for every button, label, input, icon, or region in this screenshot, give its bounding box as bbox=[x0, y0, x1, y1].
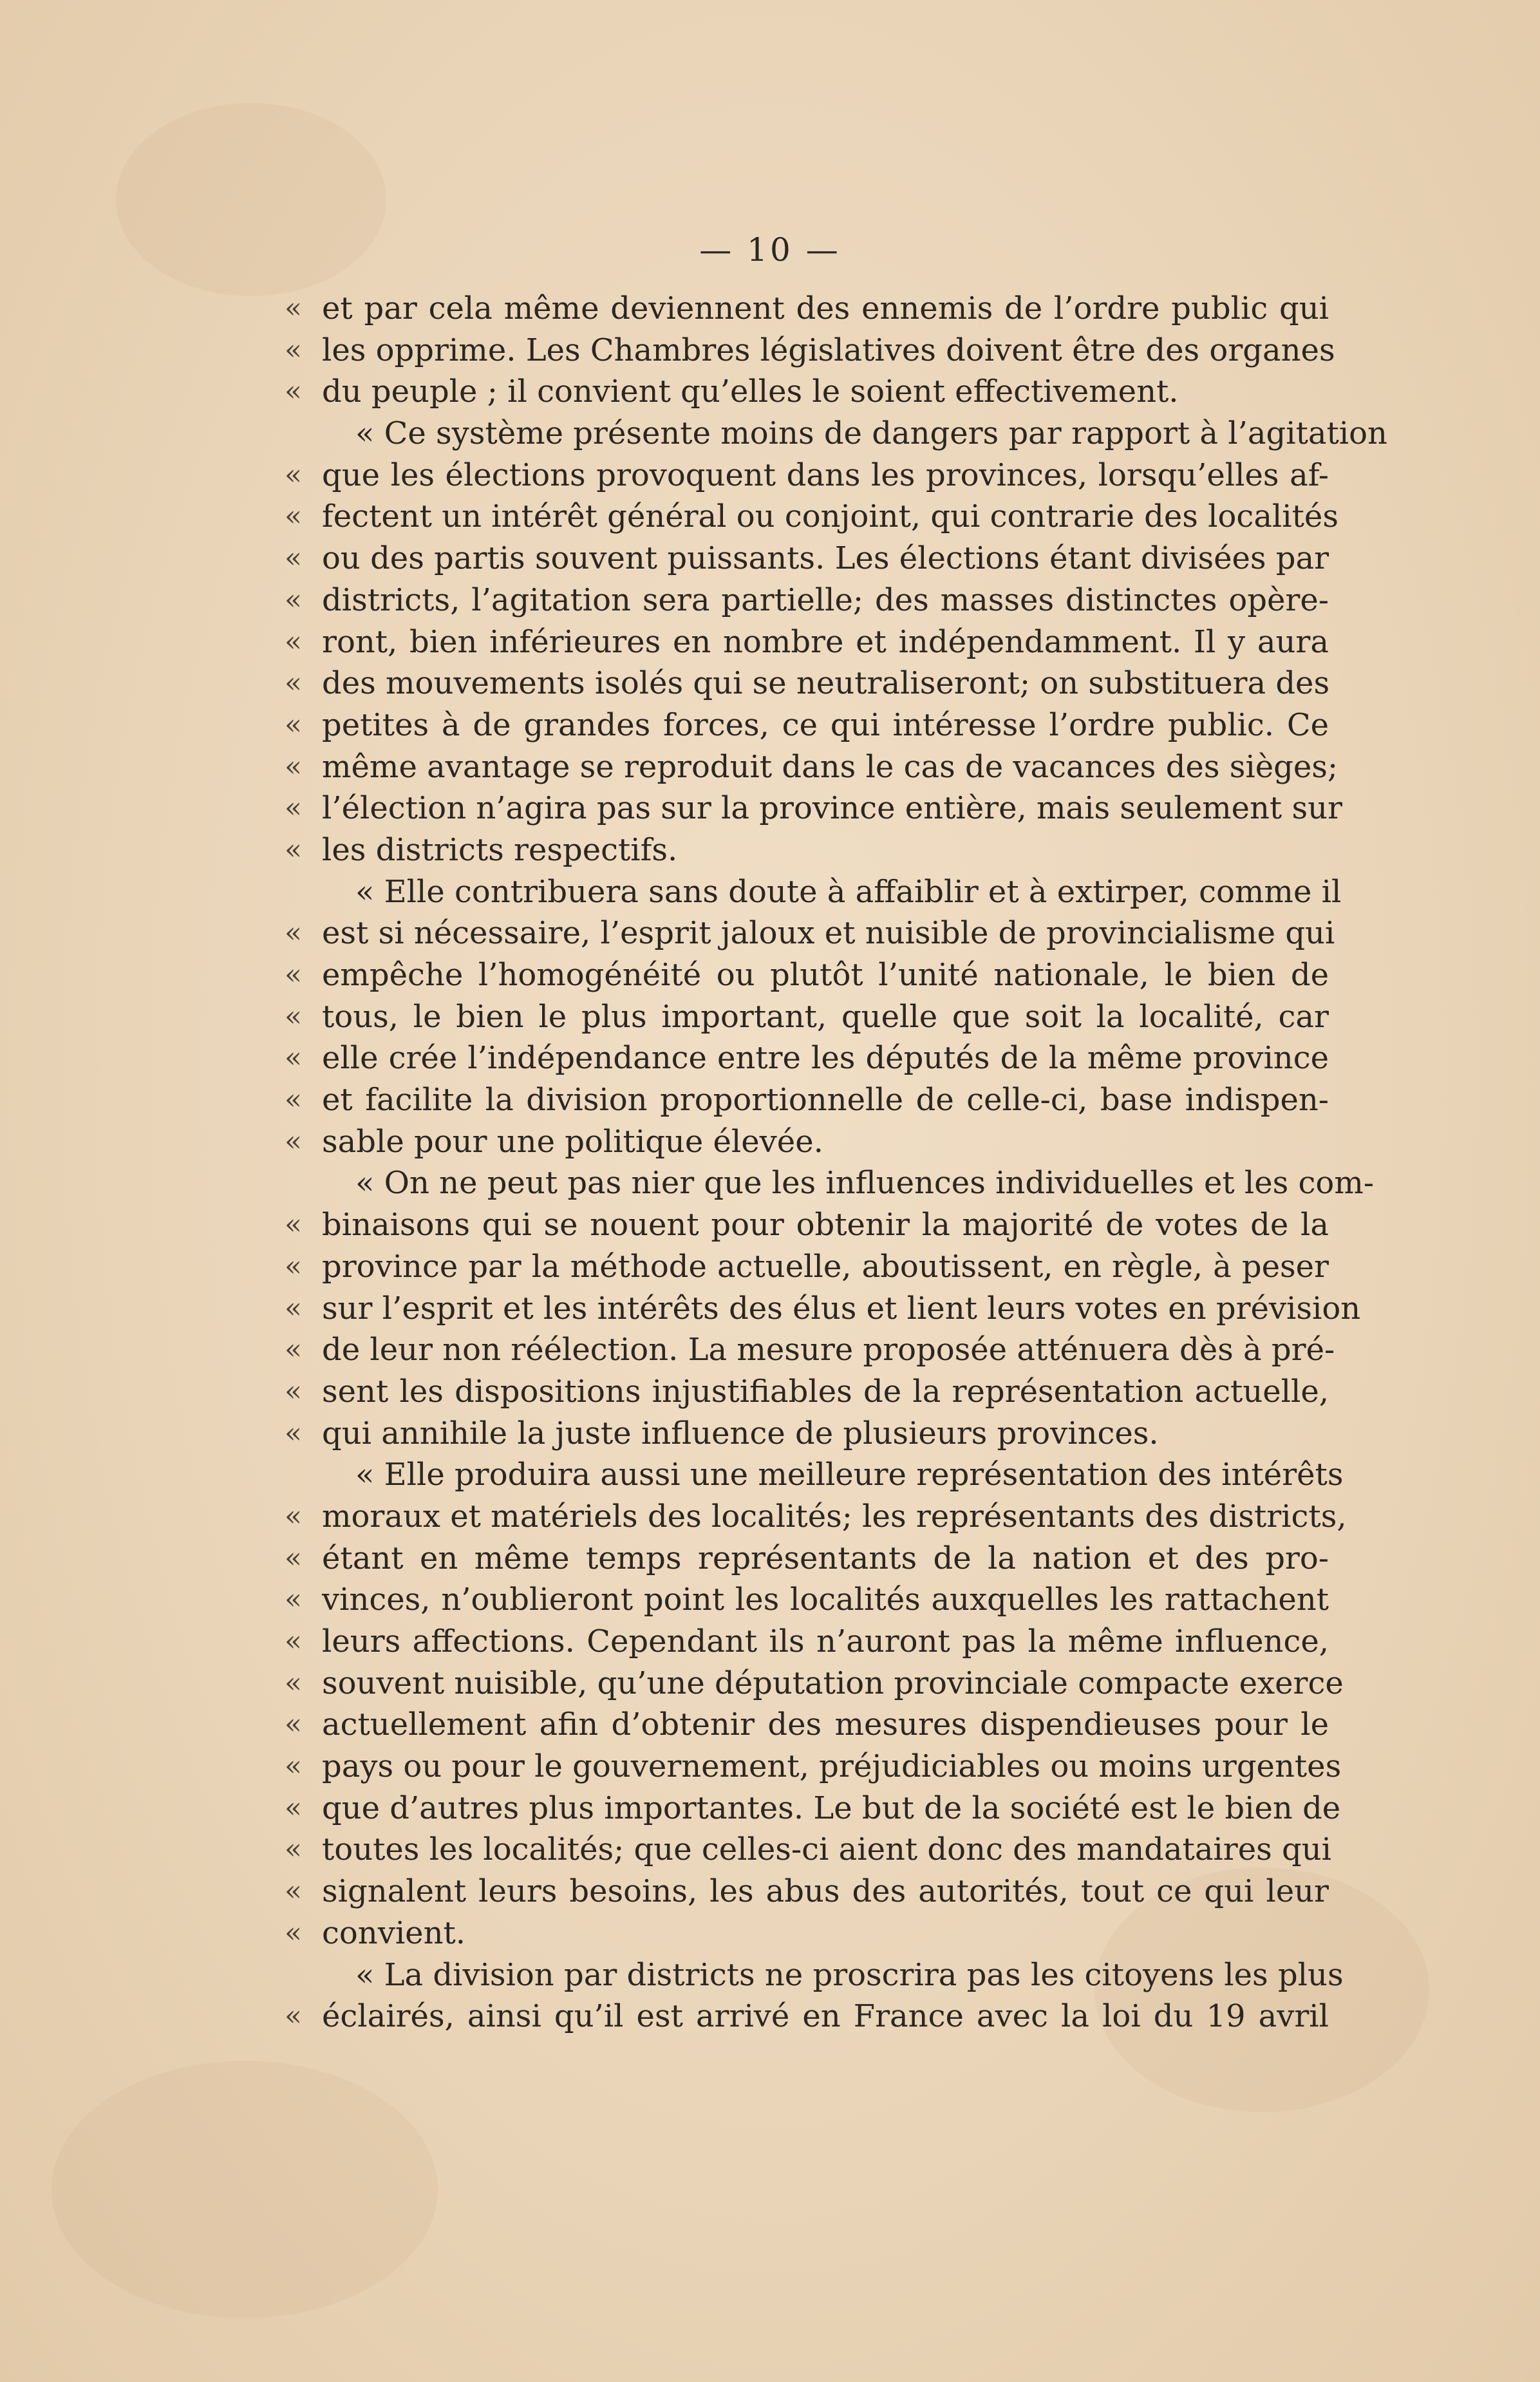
margin-quote-mark: « bbox=[285, 1875, 302, 1908]
text-line bbox=[285, 1288, 1361, 1330]
text-line bbox=[285, 621, 1329, 663]
line-text: tous, le bien le plus important, quelle que soit la localité, car bbox=[322, 998, 1329, 1035]
text-line bbox=[322, 1954, 1344, 1996]
text-line bbox=[285, 1829, 1332, 1871]
line-text: ou des partis souvent puissants. Les élections étant divisées par bbox=[322, 540, 1329, 577]
margin-quote-mark: « bbox=[285, 625, 302, 658]
text-line bbox=[285, 288, 1329, 330]
text-line bbox=[285, 538, 1329, 580]
text-line bbox=[285, 1371, 1329, 1413]
line-text: est si nécessaire, l’esprit jaloux et nuisible de provincialisme qui bbox=[322, 915, 1335, 952]
text-line bbox=[285, 788, 1342, 829]
margin-quote-mark: « bbox=[285, 1583, 302, 1616]
page-number: — 10 — bbox=[699, 231, 841, 269]
text-line bbox=[285, 912, 1335, 954]
margin-quote-mark: « bbox=[285, 1333, 302, 1366]
text-line bbox=[285, 371, 1329, 413]
margin-quote-mark: « bbox=[285, 1833, 302, 1866]
text-line bbox=[285, 1788, 1341, 1829]
line-text: souvent nuisible, qu’une députation provinciale compacte exerce bbox=[322, 1665, 1344, 1701]
margin-quote-mark: « bbox=[285, 1750, 302, 1783]
text-line bbox=[285, 1746, 1342, 1788]
text-line bbox=[285, 704, 1329, 746]
line-text: même avantage se reproduit dans le cas de vacances des sièges; bbox=[322, 748, 1338, 785]
margin-quote-mark: « bbox=[285, 1999, 302, 2033]
margin-quote-mark: « bbox=[285, 1249, 302, 1283]
line-text: « La division par districts ne proscrira pas les citoyens les plus bbox=[355, 1956, 1344, 1993]
line-text: du peuple ; il convient qu’elles le soient effectivement. bbox=[322, 373, 1179, 410]
line-text: étant en même temps représentants de la nation et des pro- bbox=[322, 1540, 1329, 1576]
margin-quote-mark: « bbox=[285, 999, 302, 1033]
body-text bbox=[285, 288, 1387, 2037]
text-line bbox=[285, 1579, 1329, 1621]
text-line bbox=[285, 1538, 1329, 1580]
margin-quote-mark: « bbox=[285, 791, 302, 825]
margin-quote-mark: « bbox=[285, 708, 302, 741]
line-text: districts, l’agitation sera partielle; des masses distinctes opère- bbox=[322, 581, 1329, 618]
margin-quote-mark: « bbox=[285, 1666, 302, 1699]
margin-quote-mark: « bbox=[285, 1708, 302, 1741]
line-text: qui annihile la juste influence de plusieurs provinces. bbox=[322, 1415, 1159, 1451]
text-line bbox=[285, 455, 1329, 496]
text-line bbox=[285, 1663, 1344, 1705]
line-text: fectent un intérêt général ou conjoint, qui contrarie des localités bbox=[322, 498, 1338, 535]
margin-quote-mark: « bbox=[285, 1374, 302, 1408]
text-line bbox=[285, 1121, 1329, 1163]
line-text: les opprime. Les Chambres législatives doivent être des organes bbox=[322, 332, 1335, 368]
text-line bbox=[285, 746, 1338, 788]
text-line bbox=[285, 1413, 1329, 1455]
text-line bbox=[285, 1996, 1329, 2037]
text-line bbox=[285, 1704, 1329, 1746]
margin-quote-mark: « bbox=[285, 500, 302, 533]
line-text: vinces, n’oublieront point les localités auxquelles les rattachent bbox=[322, 1582, 1329, 1618]
line-text: ront, bien inférieures en nombre et indépendamment. Il y aura bbox=[322, 623, 1329, 660]
line-text: « Elle produira aussi une meilleure représentation des intérêts bbox=[355, 1457, 1344, 1493]
margin-quote-mark: « bbox=[285, 1124, 302, 1158]
margin-quote-mark: « bbox=[285, 1916, 302, 1949]
line-text: toutes les localités; que celles-ci aient donc des mandataires qui bbox=[322, 1831, 1332, 1868]
line-text: leurs affections. Cependant ils n’auront pas la même influence, bbox=[322, 1623, 1329, 1659]
margin-quote-mark: « bbox=[285, 1291, 302, 1325]
margin-quote-mark: « bbox=[285, 1041, 302, 1075]
margin-quote-mark: « bbox=[285, 292, 302, 325]
text-line bbox=[285, 663, 1330, 704]
text-line bbox=[322, 1162, 1375, 1204]
line-text: sent les dispositions injustifiables de la représentation actuelle, bbox=[322, 1373, 1329, 1410]
line-text: empêche l’homogénéité ou plutôt l’unité nationale, le bien de bbox=[322, 957, 1329, 993]
margin-quote-mark: « bbox=[285, 958, 302, 991]
line-text: les districts respectifs. bbox=[322, 831, 678, 868]
line-text: que d’autres plus importantes. Le but de la société est le bien de bbox=[322, 1790, 1341, 1826]
margin-quote-mark: « bbox=[285, 333, 302, 366]
line-text: convient. bbox=[322, 1914, 466, 1951]
text-line bbox=[285, 496, 1338, 538]
margin-quote-mark: « bbox=[285, 1541, 302, 1574]
line-text: et facilite la division proportionnelle de celle-ci, base indispen- bbox=[322, 1082, 1329, 1119]
line-text: éclairés, ainsi qu’il est arrivé en France avec la loi du 19 avril bbox=[322, 1998, 1329, 2035]
text-line bbox=[285, 1246, 1329, 1288]
line-text: pays ou pour le gouvernement, préjudiciables ou moins urgentes bbox=[322, 1748, 1342, 1785]
line-text: sur l’esprit et les intérêts des élus et lient leurs votes en prévision bbox=[322, 1290, 1361, 1327]
text-line bbox=[285, 1871, 1329, 1913]
margin-quote-mark: « bbox=[285, 1208, 302, 1242]
text-line bbox=[285, 996, 1329, 1038]
margin-quote-mark: « bbox=[285, 666, 302, 700]
margin-quote-mark: « bbox=[285, 1416, 302, 1450]
margin-quote-mark: « bbox=[285, 542, 302, 575]
text-line bbox=[285, 1329, 1335, 1371]
text-line bbox=[285, 1496, 1347, 1538]
margin-quote-mark: « bbox=[285, 375, 302, 408]
text-line bbox=[322, 1454, 1344, 1496]
text-line bbox=[322, 871, 1342, 913]
margin-quote-mark: « bbox=[285, 1791, 302, 1824]
line-text: binaisons qui se nouent pour obtenir la majorité de votes de la bbox=[322, 1207, 1329, 1243]
line-text: de leur non réélection. La mesure proposée atténuera dès à pré- bbox=[322, 1332, 1335, 1368]
paper-stain bbox=[52, 2061, 438, 2318]
line-text: et par cela même deviennent des ennemis de l’ordre public qui bbox=[322, 290, 1329, 326]
text-line bbox=[285, 1621, 1329, 1663]
line-text: sable pour une politique élevée. bbox=[322, 1123, 823, 1160]
text-line bbox=[322, 413, 1387, 455]
text-line bbox=[285, 1079, 1329, 1121]
line-text: des mouvements isolés qui se neutraliseront; on substituera des bbox=[322, 665, 1330, 702]
margin-quote-mark: « bbox=[285, 750, 302, 783]
line-text: province par la méthode actuelle, aboutissent, en règle, à peser bbox=[322, 1248, 1329, 1285]
text-line bbox=[285, 1913, 1329, 1954]
margin-quote-mark: « bbox=[285, 1083, 302, 1117]
line-text: moraux et matériels des localités; les représentants des districts, bbox=[322, 1498, 1347, 1535]
line-text: elle crée l’indépendance entre les députés de la même province bbox=[322, 1040, 1329, 1077]
text-line bbox=[285, 954, 1329, 996]
line-text: petites à de grandes forces, ce qui intéresse l’ordre public. Ce bbox=[322, 706, 1329, 743]
line-text: l’élection n’agira pas sur la province entière, mais seulement sur bbox=[322, 790, 1342, 827]
text-line bbox=[285, 330, 1335, 372]
margin-quote-mark: « bbox=[285, 1499, 302, 1533]
margin-quote-mark: « bbox=[285, 458, 302, 491]
text-line bbox=[285, 1204, 1329, 1246]
text-line bbox=[285, 580, 1329, 621]
line-text: « Elle contribuera sans doute à affaiblir et à extirper, comme il bbox=[355, 873, 1342, 910]
text-line bbox=[285, 829, 1329, 871]
margin-quote-mark: « bbox=[285, 1625, 302, 1658]
line-text: signalent leurs besoins, les abus des autorités, tout ce qui leur bbox=[322, 1873, 1329, 1910]
line-text: que les élections provoquent dans les provinces, lorsqu’elles af- bbox=[322, 457, 1329, 493]
line-text: actuellement afin d’obtenir des mesures dispendieuses pour le bbox=[322, 1706, 1329, 1743]
margin-quote-mark: « bbox=[285, 916, 302, 950]
line-text: « On ne peut pas nier que les influences individuelles et les com- bbox=[355, 1165, 1375, 1202]
text-line bbox=[285, 1037, 1329, 1079]
margin-quote-mark: « bbox=[285, 583, 302, 616]
margin-quote-mark: « bbox=[285, 833, 302, 866]
line-text: « Ce système présente moins de dangers par rapport à l’agitation bbox=[355, 415, 1387, 452]
